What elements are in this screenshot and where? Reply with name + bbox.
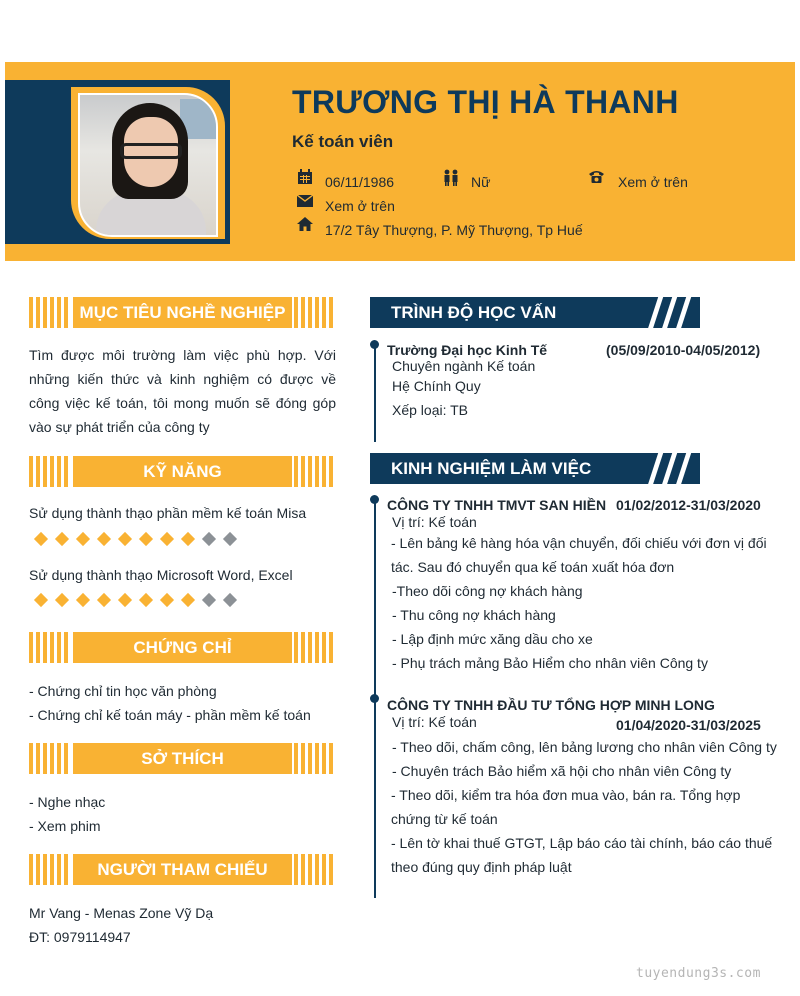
certificates-heading: CHỨNG CHỈ bbox=[73, 632, 292, 663]
timeline-dot bbox=[370, 340, 379, 349]
job-duty: -Theo dõi công nợ khách hàng bbox=[392, 583, 583, 599]
company-name: CÔNG TY TNHH TMVT SAN HIỀN bbox=[387, 497, 607, 513]
skills-heading-bar bbox=[29, 456, 336, 487]
rating-diamond bbox=[159, 592, 174, 607]
objective-heading-bar bbox=[29, 297, 336, 328]
email-value: Xem ở trên bbox=[325, 198, 395, 214]
experience-heading-bar bbox=[370, 453, 700, 484]
calendar-icon bbox=[297, 169, 313, 189]
rating-diamond bbox=[138, 592, 153, 607]
phone-icon bbox=[588, 169, 605, 188]
rating-diamond bbox=[201, 531, 216, 546]
rating-diamond bbox=[117, 592, 132, 607]
job-duty: - Theo dõi, kiểm tra hóa đơn mua vào, bán ra. Tổng hợp chứng từ kế toán bbox=[391, 787, 741, 827]
rating-diamond bbox=[75, 531, 90, 546]
job-duty: - Chuyên trách Bảo hiểm xã hội cho nhân viên Công ty bbox=[392, 763, 732, 779]
job-period: 01/04/2020-31/03/2025 bbox=[616, 717, 761, 733]
rating-diamond bbox=[54, 531, 69, 546]
rating-diamond bbox=[33, 531, 48, 546]
envelope-icon bbox=[297, 194, 313, 211]
rating-diamond bbox=[96, 592, 111, 607]
rating-diamond bbox=[180, 531, 195, 546]
address-value: 17/2 Tây Thượng, P. Mỹ Thượng, Tp Huế bbox=[325, 222, 583, 238]
job-period: 01/02/2012-31/03/2020 bbox=[616, 497, 761, 513]
gender-value: Nữ bbox=[471, 174, 491, 190]
education-mode: Hệ Chính Quy bbox=[392, 378, 481, 394]
rating-diamond bbox=[96, 531, 111, 546]
rating-diamond bbox=[33, 592, 48, 607]
education-grade: Xếp loại: TB bbox=[392, 402, 469, 418]
certificate-item: - Chứng chỉ kế toán máy - phần mềm kế toán bbox=[29, 707, 311, 723]
skill-name: Sử dụng thành thạo phần mềm kế toán Misa bbox=[29, 505, 307, 521]
job-duty: - Lập định mức xăng dầu cho xe bbox=[392, 631, 593, 647]
home-icon bbox=[297, 217, 313, 235]
candidate-name: TRƯƠNG THỊ HÀ THANH bbox=[292, 84, 679, 120]
job-duty: - Lên tờ khai thuế GTGT, Lập báo cáo tài chính, báo cáo thuế theo đúng quy định pháp luật bbox=[391, 835, 773, 875]
rating-diamond bbox=[75, 592, 90, 607]
education-major: Chuyên ngành Kế toán bbox=[392, 358, 536, 374]
rating-diamond bbox=[159, 531, 174, 546]
certificates-heading-bar bbox=[29, 632, 336, 663]
education-heading-bar bbox=[370, 297, 700, 328]
reference-item: Mr Vang - Menas Zone Vỹ Dạ bbox=[29, 905, 214, 921]
hobbies-heading-bar bbox=[29, 743, 336, 774]
job-duty: - Theo dõi, chấm công, lên bảng lương cho nhân viên Công ty bbox=[392, 739, 777, 755]
job-duty: - Lên bảng kê hàng hóa vận chuyển, đối chiếu với đơn vị đối tác. Sau đó chuyển qua kế toán xuất hóa đơn bbox=[391, 535, 767, 575]
watermark: tuyendung3s.com bbox=[636, 966, 761, 981]
rating-diamond bbox=[201, 592, 216, 607]
skill-name: Sử dụng thành thạo Microsoft Word, Excel bbox=[29, 567, 293, 583]
gender-icon bbox=[443, 169, 459, 190]
reference-item: ĐT: 0979114947 bbox=[29, 929, 131, 945]
timeline-dot bbox=[370, 495, 379, 504]
job-duty: - Phụ trách mảng Bảo Hiểm cho nhân viên Công ty bbox=[392, 655, 708, 671]
skill-rating bbox=[33, 531, 237, 546]
education-heading: TRÌNH ĐỘ HỌC VẤN bbox=[391, 303, 557, 322]
profile-photo bbox=[78, 93, 218, 237]
rating-diamond bbox=[222, 592, 237, 607]
rating-diamond bbox=[117, 531, 132, 546]
job-title: Kế toán viên bbox=[292, 132, 394, 151]
hobbies-heading: SỞ THÍCH bbox=[73, 743, 292, 774]
hobby-item: - Nghe nhạc bbox=[29, 794, 106, 810]
job-position: Vị trí: Kế toán bbox=[392, 714, 477, 730]
skills-heading: KỸ NĂNG bbox=[73, 456, 292, 487]
skill-rating bbox=[33, 592, 237, 607]
objective-text: Tìm được môi trường làm việc phù hợp. Với những kiến thức và kinh nghiệm có được về công việc kế toán, tôi mong muốn sẽ đóng góp vào sự phát triển của công ty bbox=[29, 347, 336, 435]
profile-photo-frame bbox=[68, 84, 228, 242]
school-name: Trường Đại học Kinh Tế bbox=[387, 342, 548, 358]
references-heading-bar bbox=[29, 854, 336, 885]
phone-value: Xem ở trên bbox=[618, 174, 688, 190]
rating-diamond bbox=[222, 531, 237, 546]
company-name: CÔNG TY TNHH ĐẦU TƯ TỔNG HỢP MINH LONG bbox=[387, 697, 715, 713]
rating-diamond bbox=[180, 592, 195, 607]
objective-heading: MỤC TIÊU NGHỀ NGHIỆP bbox=[73, 297, 292, 328]
job-duty: - Thu công nợ khách hàng bbox=[392, 607, 556, 623]
job-position: Vị trí: Kế toán bbox=[392, 514, 477, 530]
education-timeline bbox=[374, 345, 376, 442]
birthday-value: 06/11/1986 bbox=[325, 174, 395, 190]
hobby-item: - Xem phim bbox=[29, 818, 101, 834]
header-banner bbox=[5, 62, 795, 261]
rating-diamond bbox=[138, 531, 153, 546]
experience-heading: KINH NGHIỆM LÀM VIỆC bbox=[391, 459, 592, 478]
references-heading: NGƯỜI THAM CHIẾU bbox=[73, 854, 292, 885]
rating-diamond bbox=[54, 592, 69, 607]
education-period: (05/09/2010-04/05/2012) bbox=[606, 342, 761, 358]
timeline-dot bbox=[370, 694, 379, 703]
certificate-item: - Chứng chỉ tin học văn phòng bbox=[29, 683, 217, 699]
